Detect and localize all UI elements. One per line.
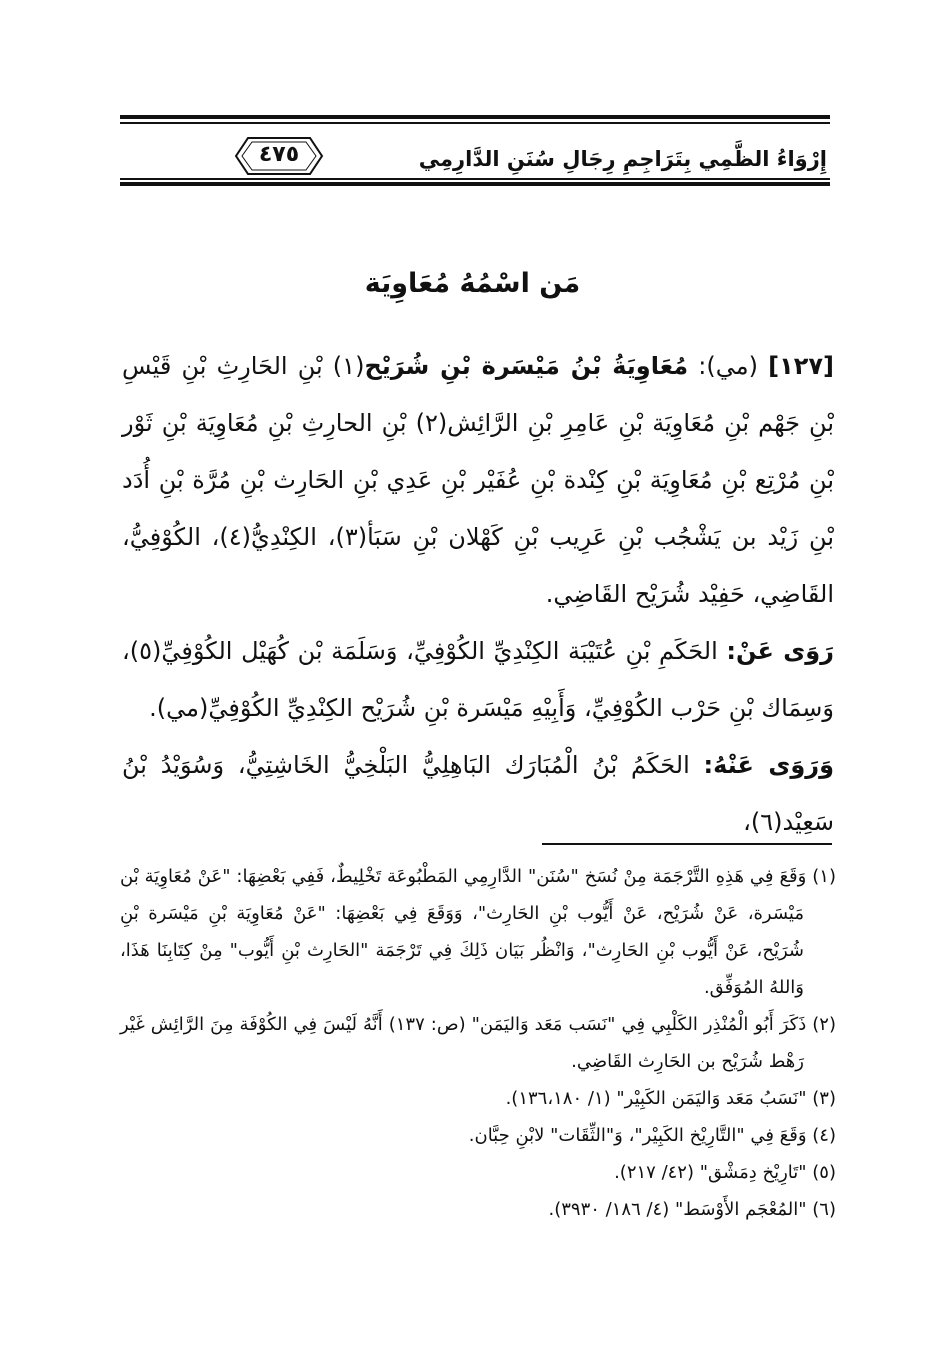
page-number-frame — [234, 136, 324, 176]
entry-source-tag: (مي): — [688, 352, 769, 380]
footnote-separator — [542, 843, 832, 845]
page-number: ٤٧٥ — [258, 142, 300, 167]
header-rule-bottom-thin — [120, 178, 830, 180]
footnote-5: (٥) "تَارِيْخ دِمَشْق" (٤٢/ ٢١٧). — [614, 1162, 836, 1183]
biography-entry — [122, 338, 834, 623]
footnote-1: (١) وَقَعَ فِي هَذِهِ التَّرْجَمَة مِنْ نُسَخ "سُنَن" الدَّارِمِي المَطْبُوعَة تَخْلِيطٌ، فَفِي بَعْضِهَا: "عَنْ مُعَاوِيَة بْن مَيْسَرة، عَنْ شُرَيْح، عَنْ أَيُّوب بْنِ الحَارِث"، وَوَقَعَ فِي بَعْضِهَا: "عَنْ مُعَاوِيَة بْنِ مَيْسَرة بْنِ شُرَيْح، عَنْ أَيُّوب بْنِ الحَارِث"، وَانْظُر بَيَان ذَلِكَ فِي تَرْجَمَة "الحَارِث بْنِ أَيُّوب" مِنْ كِتَابِنَا هَذَا، وَاللهُ المُوَفِّق. — [120, 866, 836, 998]
footnotes — [120, 858, 836, 1228]
narrated-from-paragraph — [122, 623, 834, 737]
narrated-by-label: وَرَوَى عَنْهُ: — [703, 751, 834, 779]
narrated-from-text: الحَكَمِ بْنِ عُتَيْبَة الكِنْدِيِّ الكُوْفِيِّ، وَسَلَمَة بْن كُهَيْل الكُوْفِيِّ(٥)، وَسِمَاك بْنِ حَرْب الكُوْفِيِّ، وَأَبِيْهِ مَيْسَرة بْنِ شُرَيْح الكِنْدِيِّ الكُوْفِيِّ(مي). — [122, 637, 834, 722]
header-rule-top — [120, 115, 830, 119]
narrated-from-label: رَوَى عَنْ: — [726, 637, 834, 665]
footnote-4: (٤) وَقَعَ فِي "التَّارِيْخ الكَبِيْر"، وَ"الثِّقَات" لابْنِ حِبَّان. — [468, 1125, 836, 1146]
entry-lineage: (١) بْنِ الحَارِثِ بْنِ قَيْسِ بْنِ جَهْم بْنِ مُعَاوِيَة بْنِ عَامِرِ بْنِ الرَّائِش(٢) بْنِ الحارِثِ بْنِ مُعَاوِيَة بْنِ ثَوْر بْنِ مُرْتِع بْنِ مُعَاوِيَة بْنِ كِنْدة بْنِ عُفَيْر بْنِ عَدِي بْنِ الحَارِث بْنِ مُرَّة بْنِ أُدَد بْنِ زَيْد بن يَشْجُب بْنِ عَرِيب بْنِ كَهْلان بْنِ سَبَأ(٣)، الكِنْدِيُّ(٤)، الكُوْفِيُّ، القَاضِي، حَفِيْد شُرَيْح القَاضِي. — [122, 352, 834, 608]
header-rule-bottom — [120, 182, 830, 186]
entry-number: [١٢٧] — [768, 352, 834, 380]
narrated-by-paragraph — [122, 737, 834, 851]
footnote-3: (٣) "نَسَبُ مَعَد وَاليَمَن الكَبِيْر" (١/ ١٣٦،١٨٠). — [505, 1088, 836, 1109]
main-text — [122, 338, 834, 851]
footnote-2: (٢) ذَكَرَ أَبُو الْمُنْذِر الكَلْبِي فِي "نَسَب مَعَد وَاليَمَن" (ص: ١٣٧) أَنَّهُ لَيْسَ فِي الكُوْفَة مِنَ الرَّائِش غَيْر رَهْط شُرَيْح بن الحَارِث القَاضِي. — [120, 1014, 836, 1072]
footnote-6: (٦) "المُعْجَم الأَوْسَط" (٤/ ١٨٦/ ٣٩٣٠). — [548, 1199, 836, 1220]
entry-name: مُعَاوِيَةُ بْنُ مَيْسَرة بْنِ شُرَيْح — [364, 352, 689, 380]
header-rule-top-thin — [120, 122, 830, 124]
narrated-by-text: الحَكَمُ بْنُ الْمُبَارَك البَاهِلِيُّ البَلْخِيُّ الخَاشِتِيُّ، وَسُوَيْدُ بْنُ سَعِيْد(٦)، — [122, 751, 834, 836]
section-heading: مَن اسْمُهُ مُعَاوِيَة — [364, 268, 581, 299]
running-title: إِرْوَاءُ الظَّمِي بِتَرَاجِمِ رِجَالِ سُنَنِ الدَّارِمِي — [418, 147, 827, 171]
